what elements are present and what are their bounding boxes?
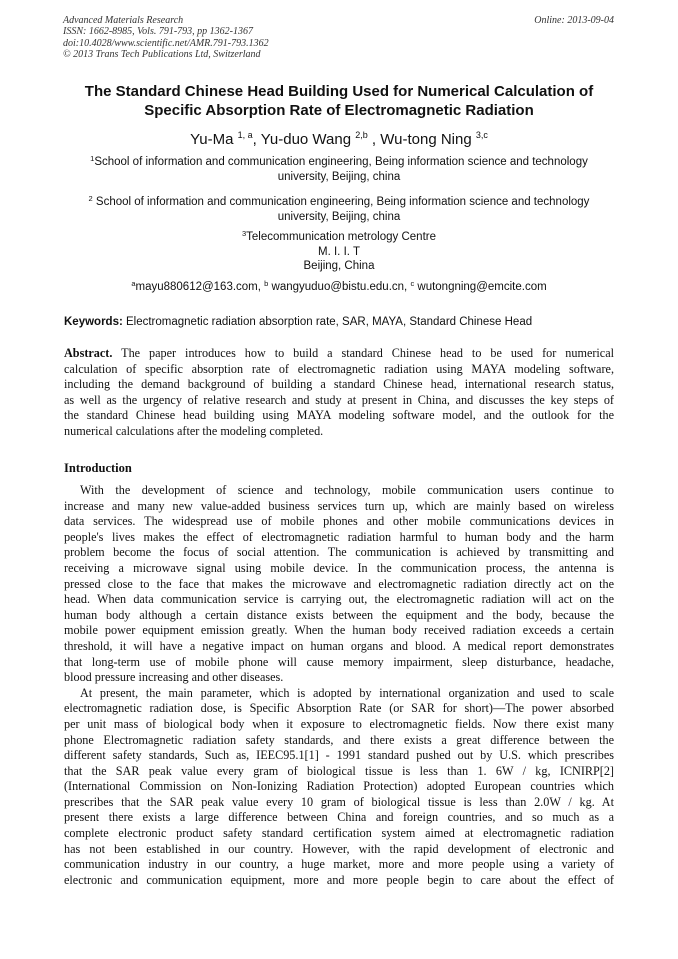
- paragraph-line: that the SAR peak value every gram of biological tissue is less than 1. 6W / kg, ICNIRP[2]: [64, 763, 614, 778]
- author-name: Wu-tong Ning: [380, 131, 472, 148]
- paragraph-line: data services. The widespread use of mobile phones and other mobile communications devices in: [64, 514, 614, 529]
- affiliation-text: School of information and communication engineering, Being information science and technology: [94, 156, 588, 168]
- affiliation-text: School of information and communication engineering, Being information science and technology: [92, 196, 590, 208]
- paragraph-line: per unit mass of biological body when it exposure to electromagnetic fields. Now there exist many: [64, 716, 614, 731]
- paragraph-line: blood pressure increasing and other diseases.: [64, 670, 284, 685]
- online-date: Online: 2013-09-04: [534, 15, 614, 26]
- paragraph-line: communication industry in our country, a huge market, more and more people using a variety of: [64, 857, 614, 872]
- author-separator: ,: [252, 131, 261, 148]
- paragraph-line: phone Electromagnetic radiation safety standards, and there exists a great difference between the: [64, 732, 614, 747]
- abstract-line: numerical calculations after the modeling completed.: [64, 423, 324, 438]
- affiliation-mark: 1: [90, 154, 95, 163]
- abstract-line: calculation of specific absorption rate of electromagnetic radiation using MAYA modeling software,: [64, 361, 614, 376]
- affiliation-3: [40, 230, 638, 274]
- affiliation-text: university, Beijing, china: [277, 210, 401, 223]
- affiliation-text: Beijing, China: [303, 260, 375, 272]
- affiliation-text: Telecommunication metrology Centre: [246, 231, 436, 243]
- affiliation-mark: 2: [88, 194, 93, 203]
- paragraph-line: complete electronic product safety standard certification system aimed at electromagnetic radiation: [64, 826, 614, 841]
- paragraph-line: has not been established in our country. However, with the rapid development of electronic and: [64, 841, 614, 856]
- paragraph-line: mobile power equipment emission greatly. When the human body received radiation exceeds a certain: [64, 623, 614, 638]
- email-mark: b: [264, 279, 269, 288]
- email-address[interactable]: wangyuduo@bistu.edu.cn,: [268, 281, 411, 293]
- paragraph-line: (International Commission on Non-Ionizing Radiation Protection) adopted European countries which: [64, 779, 614, 794]
- paragraph-line: people's lives makes the effect of electromagnetic radiation harmful to human body and the harm: [64, 529, 614, 544]
- paragraph-line: head. When data communication service is carrying out, the electromagnetic radiation will act on the: [64, 592, 614, 607]
- keywords: [64, 315, 532, 329]
- paragraph-line: different safety standards, Such as, IEEC95.1[1] - 1991 standard pushed out by U.S. which prescribes: [64, 748, 614, 763]
- paragraph-line: increase and many new value-added business services turn up, which are mainly based on wireless: [64, 498, 614, 513]
- doi-line: doi:10.4028/www.scientific.net/AMR.791-793.1362: [63, 37, 269, 49]
- affiliation-text: M. I. I. T: [318, 245, 360, 258]
- email-list: [40, 280, 638, 295]
- section-heading-introduction: Introduction: [64, 461, 132, 475]
- affiliation-mark: 3: [241, 229, 247, 238]
- author-separator: ,: [367, 131, 381, 148]
- copyright-line: © 2013 Trans Tech Publications Ltd, Switzerland: [63, 49, 261, 61]
- affiliation-text: university, Beijing, china: [277, 170, 401, 183]
- author-affiliation-mark: 2,b: [355, 130, 368, 140]
- email-address[interactable]: wutongning@emcite.com: [414, 281, 547, 293]
- paragraph-line: With the development of science and technology, mobile communication users continue to: [80, 483, 614, 497]
- journal-header: [63, 15, 269, 61]
- abstract-line: including the demand background of building a standard Chinese head, international research status,: [64, 377, 614, 392]
- title-line-2: Specific Absorption Rate of Electromagnetic Radiation: [144, 102, 534, 119]
- paragraph-line: electromagnetic radiation dose, is Specific Absorption Rate (or SAR for short)—The power absorbed: [64, 701, 614, 716]
- email-address[interactable]: mayu880612@163.com,: [135, 281, 265, 293]
- paragraph-line: threshold, it will have a negative impact on human organs and blood. A medical report demonstrates: [64, 638, 614, 653]
- author-affiliation-mark: 3,c: [475, 130, 488, 140]
- abstract-line: the standard Chinese head building using MAYA modeling software model, and the outlook for the: [64, 408, 614, 423]
- paper-title: [40, 82, 638, 120]
- keywords-label: Keywords:: [64, 316, 123, 328]
- abstract: [64, 346, 614, 440]
- abstract-line: The paper introduces how to build a standard Chinese head to be used for numerical: [112, 346, 614, 360]
- keywords-text: Electromagnetic radiation absorption rate, SAR, MAYA, Standard Chinese Head: [122, 316, 533, 328]
- author-affiliation-mark: 1, a: [237, 130, 253, 140]
- journal-name: Advanced Materials Research: [63, 15, 184, 26]
- paragraph-line: pressed close to the face that makes the microwave and electromagnetic radiation directly act on the: [64, 576, 614, 591]
- paragraph-line: electronic and communication equipment, more and more people begin to care about the effect of: [64, 872, 614, 887]
- author-name: Yu-Ma: [190, 131, 234, 148]
- introduction-body: [64, 483, 614, 888]
- paragraph-line: present there exists a large difference between China and foreign countries, and so much as a: [64, 810, 614, 825]
- paragraph-line: problem become the focus of social attention. The communication is achieved by transmitting and: [64, 545, 614, 560]
- email-mark: c: [410, 279, 415, 288]
- paragraph-line: prescribes that the SAR peak value every 10 gram of biological tissue is less than 2.0W / kg. At: [64, 794, 614, 809]
- author-name: Yu-duo Wang: [260, 131, 352, 148]
- paragraph-line: receiving a microwave signal using mobile device. In the communication process, the antenna is: [64, 560, 614, 575]
- paragraph-line: human body although a certain distance exists between the equipment and the body, because the: [64, 607, 614, 622]
- affiliation-2: [40, 195, 638, 224]
- title-line-1: The Standard Chinese Head Building Used for Numerical Calculation of: [84, 83, 594, 100]
- paragraph-line: that long-term use of mobile phone will cause memory impairment, sleep disturbance, headache,: [64, 654, 614, 669]
- issn-line: ISSN: 1662-8985, Vols. 791-793, pp 1362-1367: [63, 26, 253, 38]
- author-list: [40, 131, 638, 149]
- paragraph-line: At present, the main parameter, which is adopted by international organization and used to scale: [80, 685, 614, 700]
- affiliation-1: [40, 155, 638, 184]
- email-mark: a: [131, 279, 136, 288]
- abstract-line: as well as the urgency of relative research and study at present in China, and discusses the key steps of: [64, 392, 614, 407]
- abstract-label: Abstract.: [64, 346, 113, 360]
